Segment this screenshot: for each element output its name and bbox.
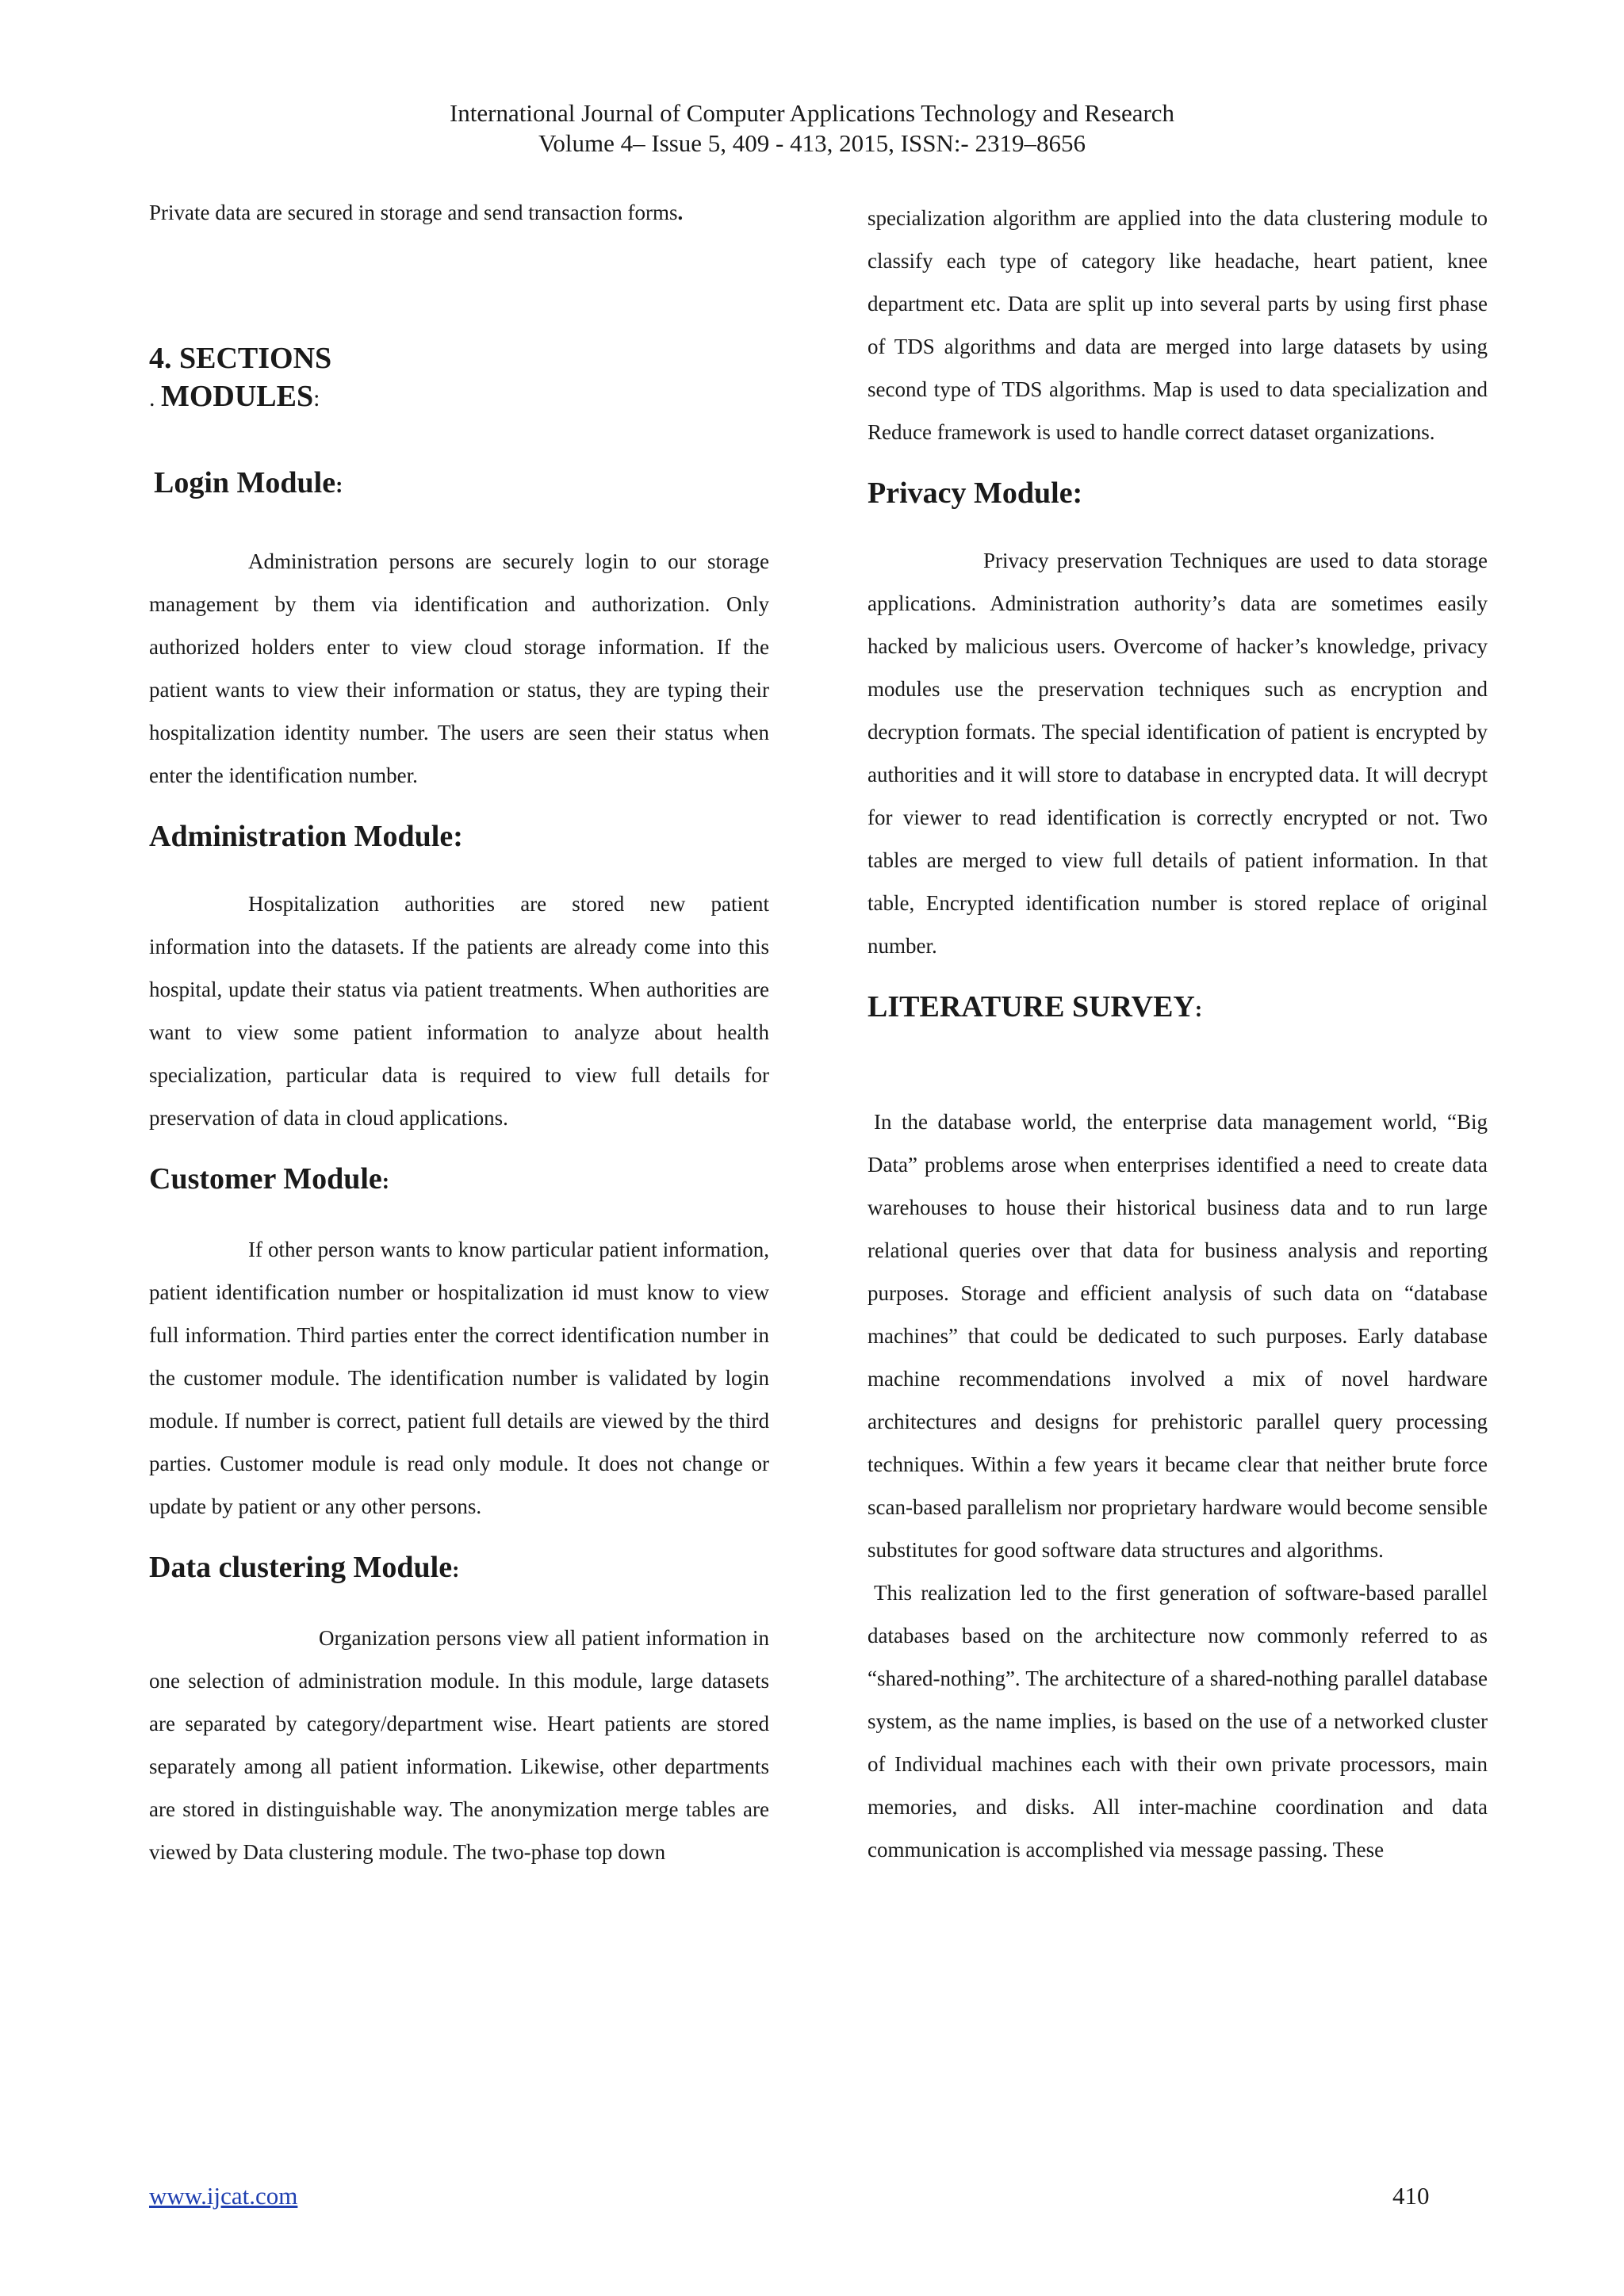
admin-module-text: Hospitalization authorities are stored new patient information into the datasets. If the patients are already come into this hospital, update their status via patient treatments. When authorities are want to view some patient information to analyze about health specialization, particular data is required to view full details for preservation of data in cloud applications.: [149, 892, 769, 1130]
cluster-module-text: Organization persons view all patient information in one selection of administration module. In this module, large datasets are separated by category/department wise. Heart patients are stored separately among all patient information. Likewise, other departments are stored in distinguishable way. The anonymization merge tables are viewed by Data clustering module. The two-phase top down: [149, 1626, 769, 1864]
section-subtitle: . MODULES:: [149, 380, 320, 413]
right-column: [868, 197, 1488, 1871]
journal-header: [0, 98, 1624, 159]
left-column: [149, 197, 769, 1873]
journal-website-link[interactable]: www.ijcat.com: [149, 2182, 298, 2210]
privacy-module-heading: Privacy Module:: [868, 476, 1083, 510]
customer-module-text: If other person wants to know particular patient information, patient identification number or hospitalization id must know to view full information. Third parties enter the correct identification number in the customer module. The identification number is validated by login module. If number is correct, patient full details are viewed by the third parties. Customer module is read only module. It does not change or update by patient or any other persons.: [149, 1238, 769, 1518]
section-number-title: 4. SECTIONS: [149, 342, 332, 375]
login-module-text: Administration persons are securely login to our storage management by them via identification and authorization. Only authorized holders enter to view cloud storage information. If the patient wants to view their information or status, they are typing their hospitalization identity number. The users are seen their status when enter the identification number.: [149, 549, 769, 787]
page-number: 410: [1392, 2182, 1430, 2210]
admin-module-heading: Administration Module:: [149, 820, 463, 853]
cluster-module-heading: Data clustering Module:: [149, 1551, 460, 1584]
literature-paragraph-1: In the database world, the enterprise data management world, “Big Data” problems arose when enterprises identified a need to create data warehouses to house their historical business data and to run large relational queries over that data for business analysis and reporting purposes. Storage and efficient analysis of such data on “database machines” that could be dedicated to such purposes. Early database machine recommendations involved a mix of novel hardware architectures and designs for prehistoric parallel query processing techniques. Within a few years it became clear that neither brute force scan-based parallelism nor proprietary hardware would become sensible substitutes for good software data structures and algorithms.: [868, 1110, 1488, 1562]
intro-paragraph: Private data are secured in storage and send transaction forms.: [149, 201, 684, 224]
literature-paragraph-2: This realization led to the first generation of software-based parallel databases based on the architecture now commonly referred to as “shared-nothing”. The architecture of a shared-nothing parallel database system, as the name implies, is based on the use of a networked cluster of Individual machines each with their own private processors, main memories, and disks. All inter-machine coordination and data communication is accomplished via message passing. These: [868, 1581, 1488, 1862]
cluster-module-continued: specialization algorithm are applied into the data clustering module to classify each type of category like headache, heart patient, knee department etc. Data are split up into several parts by using first phase of TDS algorithms and data are merged into large datasets by using second type of TDS algorithms. Map is used to data specialization and Reduce framework is used to handle correct dataset organizations.: [868, 206, 1488, 444]
login-module-heading: Login Module:: [154, 466, 343, 499]
literature-survey-heading: LITERATURE SURVEY:: [868, 990, 1203, 1024]
journal-title: International Journal of Computer Applications Technology and Research: [449, 99, 1175, 127]
journal-volume: Volume 4– Issue 5, 409 - 413, 2015, ISSN:- 2319–8656: [538, 129, 1086, 157]
customer-module-heading: Customer Module:: [149, 1162, 390, 1196]
privacy-module-text: Privacy preservation Techniques are used to data storage applications. Administration authority’s data are sometimes easily hacked by malicious users. Overcome of hacker’s knowledge, privacy modules use the preservation techniques such as encryption and decryption formats. The special identification of patient is encrypted by authorities and it will store to database in encrypted data. It will decrypt for viewer to read identification is correctly encrypted or not. Two tables are merged to view full details of patient information. In that table, Encrypted identification number is stored replace of original number.: [868, 549, 1488, 958]
section-heading: [149, 339, 769, 418]
